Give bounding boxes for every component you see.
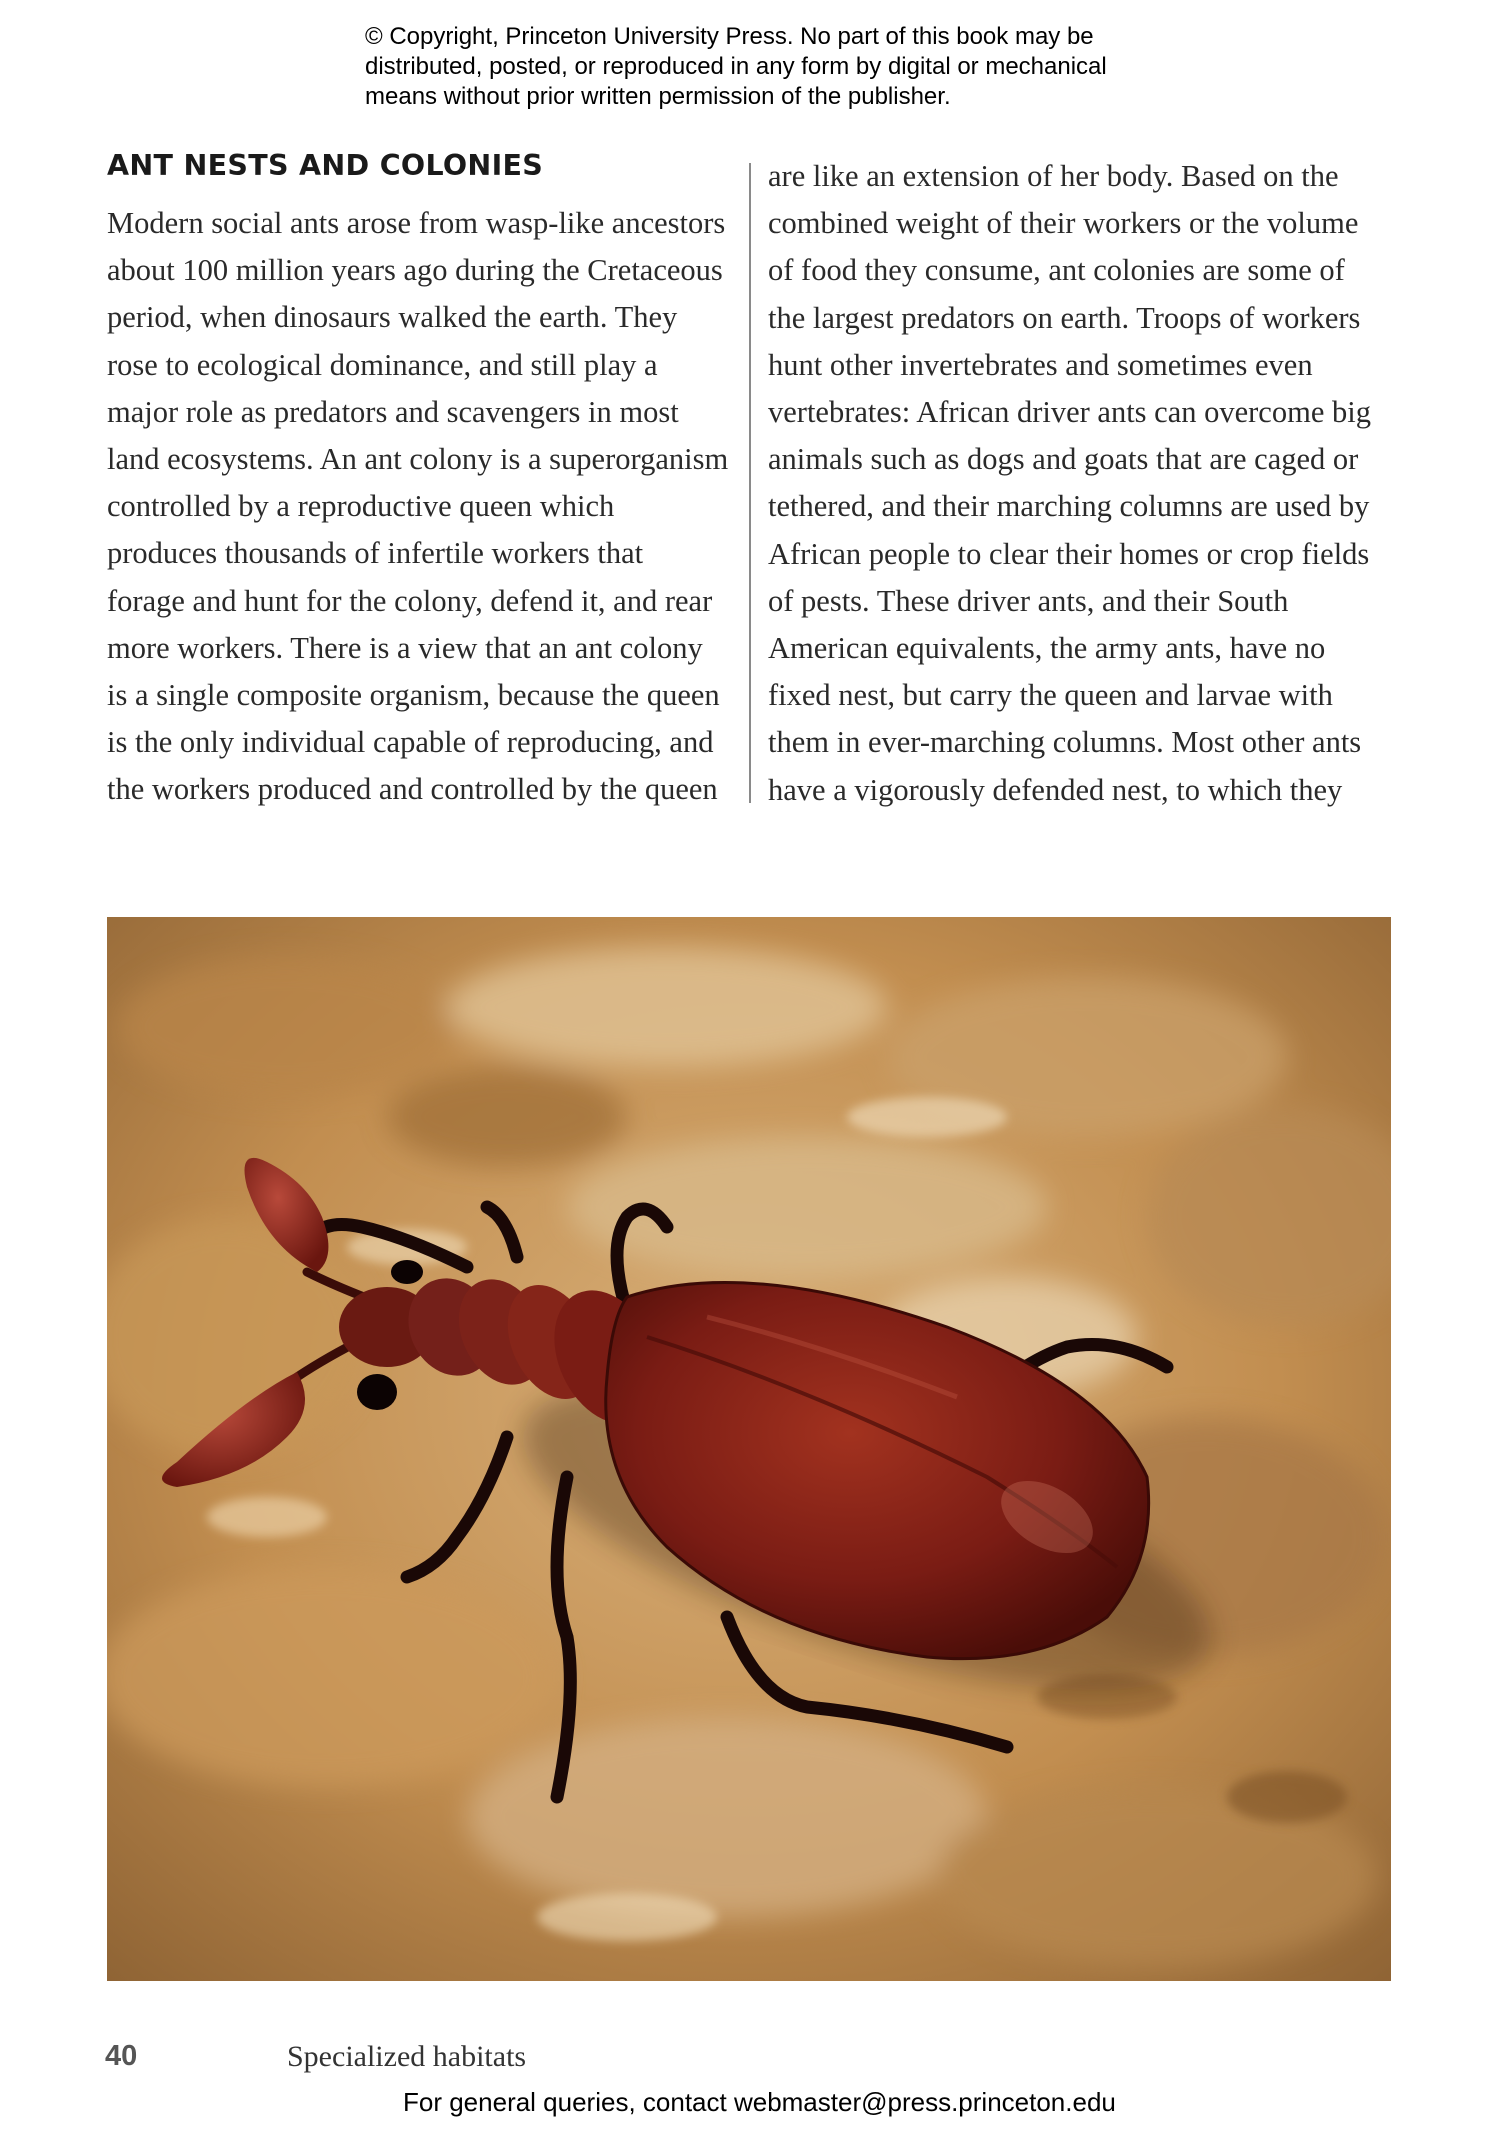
column-divider [749, 163, 751, 803]
text-line: the largest predators on earth. Troops of workers [768, 300, 1361, 335]
text-line: combined weight of their workers or the volume [768, 206, 1359, 241]
footer-contact: For general queries, contact webmaster@press.princeton.edu [403, 2087, 1116, 2117]
running-head: Specialized habitats [287, 2040, 527, 2073]
page-number: 40 [105, 2040, 138, 2072]
copyright-line: means without prior written permission of the publisher. [365, 83, 951, 110]
text-line: them in ever-marching columns. Most other ants [768, 725, 1362, 760]
text-line: of food they consume, ant colonies are some of [768, 253, 1345, 288]
text-line: more workers. There is a view that an ant colony [107, 630, 703, 665]
right-text-column [768, 153, 1408, 814]
text-line: of pests. These driver ants, and their South [768, 583, 1289, 618]
text-line: animals such as dogs and goats that are caged or [768, 442, 1359, 477]
copyright-line: © Copyright, Princeton University Press. No part of this book may be [365, 23, 1094, 50]
text-line: African people to clear their homes or crop fields [768, 536, 1370, 571]
section-heading: ANT NESTS AND COLONIES [107, 149, 544, 182]
text-line: the workers produced and controlled by the queen [107, 772, 718, 807]
text-line: vertebrates: African driver ants can overcome big [768, 395, 1371, 430]
copyright-notice [365, 22, 1165, 112]
text-line: produces thousands of infertile workers that [107, 536, 644, 571]
left-text-column [107, 200, 732, 814]
text-line: period, when dinosaurs walked the earth. They [107, 300, 678, 335]
text-line: is a single composite organism, because the queen [107, 678, 720, 713]
text-line: is the only individual capable of reproducing, and [107, 725, 714, 760]
text-line: major role as predators and scavengers in most [107, 394, 679, 429]
text-line: American equivalents, the army ants, have no [768, 631, 1326, 666]
text-line: about 100 million years ago during the Cretaceous [107, 253, 723, 288]
text-line: fixed nest, but carry the queen and larvae with [768, 678, 1333, 713]
text-line: hunt other invertebrates and sometimes even [768, 347, 1313, 382]
text-line: Modern social ants arose from wasp-like ancestors [107, 206, 726, 240]
text-line: forage and hunt for the colony, defend it, and rear [107, 583, 713, 618]
text-line: controlled by a reproductive queen which [107, 489, 615, 524]
beetle-photo [107, 917, 1391, 1981]
text-line: land ecosystems. An ant colony is a superorganism [107, 442, 729, 477]
text-line: are like an extension of her body. Based on the [768, 159, 1339, 193]
copyright-line: distributed, posted, or reproduced in any form by digital or mechanical [365, 53, 1107, 80]
text-line: rose to ecological dominance, and still play a [107, 347, 658, 382]
text-line: have a vigorously defended nest, to which they [768, 772, 1343, 807]
text-line: tethered, and their marching columns are used by [768, 489, 1370, 524]
